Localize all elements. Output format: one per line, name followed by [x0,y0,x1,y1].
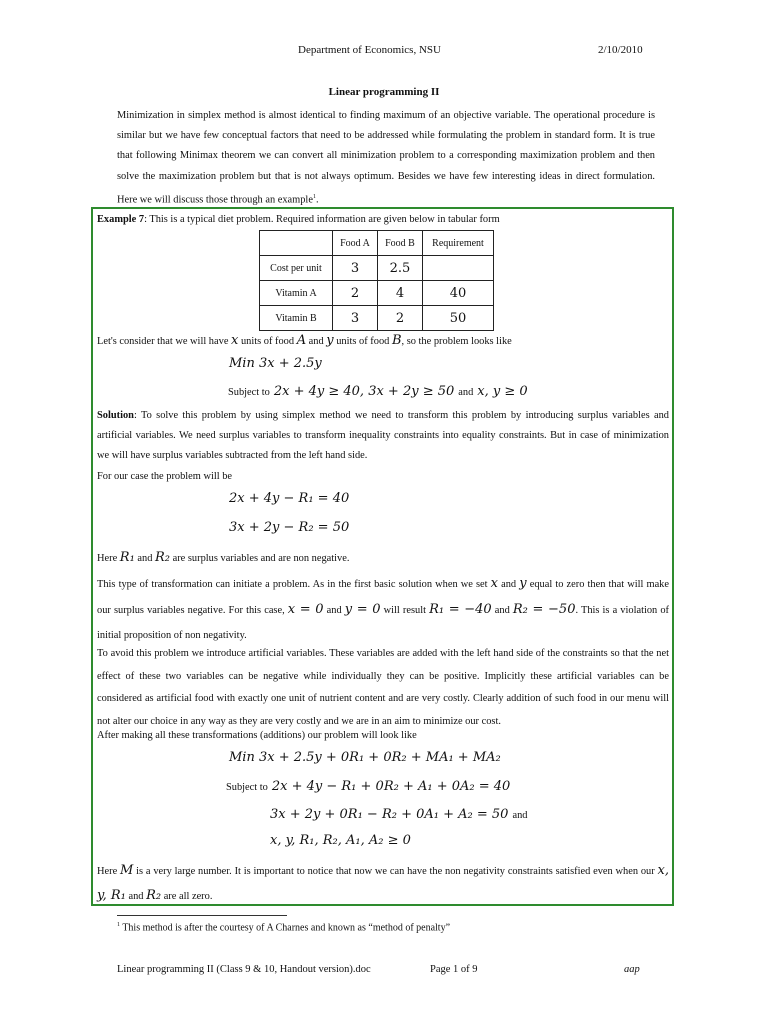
artificial-constraint-1 [226,777,510,798]
solution-label: Solution [97,410,134,421]
text-run: are all zero. [161,891,213,902]
table-cell [423,256,494,281]
avoid-paragraph: To avoid this problem we introduce artificial variables. These variables are added with the left hand side of the constraints so that the net effect of these two variables can be negative while individually they can be positive. Implicitly these artificial variables can be considered as artificial food with exactly one unit of nutrient content and are very costly. Clearly addition of such food in our menu will not alter our choice in any way as they are very costly and we are in an aim to minimize our cost. [97,648,669,727]
math-var: R₂ [155,550,170,565]
footnote-mark: 1 [117,922,120,928]
text-run: equal to zero then that will make our surplus variables negative. For this case, [97,579,669,616]
footer-page-number: Page 1 of 9 [430,964,478,975]
header-department: Department of Economics, NSU [298,44,441,56]
nonneg-equation: x, y ≥ 0 [477,384,528,399]
intro-period: . [315,194,319,206]
math-expression: R₂ = −50 [512,602,576,617]
surplus-equation-2: 3x + 2y − R₂ = 50 [229,520,350,535]
page-title: Linear programming II [328,86,440,98]
footnote-separator [117,915,287,916]
text-run: units of food [238,336,297,347]
and-label: and [458,387,474,398]
math-expression: y = 0 [344,602,381,617]
table-header-cell: Food B [378,231,423,256]
footnote [117,922,450,933]
table-cell: Vitamin A [260,281,333,306]
table-cell: 2 [333,281,378,306]
math-expression: x = 0 [287,602,324,617]
constraint-equation: 3x + 2y + 0R₁ − R₂ + 0A₁ + A₂ = 50 [270,807,509,822]
text-run: This type of transformation can initiate a problem. As in the first basic solution when we set [97,579,491,590]
table-cell: 2.5 [378,256,423,281]
math-expression: x, y, R₁ [97,863,669,903]
math-var: x [490,576,499,591]
footer-document-name: Linear programming II (Class 9 & 10, Handout version).doc [117,964,371,975]
example-text: : This is a typical diet problem. Required information are given below in tabular form [144,214,500,225]
artificial-constraint-2 [270,805,527,826]
math-expression: R₁ = −40 [429,602,492,617]
text-run: will result [380,605,430,616]
text-run: Here [97,866,121,877]
table-row [260,281,494,306]
here-r-text [97,548,349,569]
table-cell: 50 [423,306,494,331]
table-cell: Vitamin B [260,306,333,331]
table-cell: 3 [333,256,378,281]
text-run: is a very large number. It is important to notice that now we can have the non negativity constraints satisfied even when our [133,866,658,877]
nonneg-equation-artificial: x, y, R₁, R₂, A₁, A₂ ≥ 0 [270,833,411,848]
table-header-row [260,231,494,256]
transformation-paragraph [97,571,669,648]
math-var: B [391,333,402,348]
subject-to-label: Subject to [228,387,270,398]
footnote-reference: 1 [312,193,316,200]
footnote-text: This method is after the courtesy of A Charnes and known as “method of penalty” [120,922,451,934]
math-var: R₂ [146,888,162,903]
surplus-equation-1: 2x + 4y − R₁ = 40 [229,491,350,506]
table-cell: 40 [423,281,494,306]
intro-paragraph [117,106,655,210]
table-cell: Cost per unit [260,256,333,281]
solution-text: : To solve this problem by using simplex method we need to transform this problem by introducing surplus variables and artificial variables. We need surplus variables to transform inequality constraints into equality constraints. But in case of minimization we will have surplus variables subtracted from the left hand side. [97,410,669,461]
and-label: and [512,810,528,821]
after-text: After making all these transformations (additions) our problem will look like [97,730,417,741]
math-var: y [519,576,527,591]
header-date: 2/10/2010 [598,44,643,56]
table-cell: 4 [378,281,423,306]
text-run: Let's consider that we will have [97,336,232,347]
table-row [260,256,494,281]
solution-paragraph [97,406,669,466]
math-var: M [120,863,134,878]
text-run: and [323,605,345,616]
text-run: and [306,336,327,347]
diet-table [259,230,494,331]
lets-consider-text [97,331,512,352]
subject-to-label: Subject to [226,782,268,793]
math-var: y [326,333,334,348]
text-run: are surplus variables and are non negative. [170,553,350,564]
text-run: and [498,579,520,590]
objective-equation: Min 3x + 2.5y [229,356,322,371]
objective-equation-artificial: Min 3x + 2.5y + 0R₁ + 0R₂ + MA₁ + MA₂ [229,750,501,765]
table-header-cell: Requirement [423,231,494,256]
math-var: x [231,333,239,348]
text-run: and [125,891,147,902]
table-header-cell: Food A [333,231,378,256]
here-m-paragraph [97,859,669,909]
footer-initials: aap [624,964,640,975]
text-run: units of food [333,336,392,347]
table-cell: 2 [378,306,423,331]
example-heading [97,210,500,230]
constraint-equation: 2x + 4y − R₁ + 0R₂ + A₁ + 0A₂ = 40 [271,779,511,794]
text-run: . This is a violation of initial proposition of non negativity. [97,605,669,641]
text-run: and [134,553,155,564]
table-row [260,306,494,331]
text-run: and [491,605,513,616]
table-cell: 3 [333,306,378,331]
text-run: Here [97,553,120,564]
constraint-equation: 2x + 4y ≥ 40, 3x + 2y ≥ 50 [273,384,455,399]
table-header-cell [260,231,333,256]
constraints-line [228,382,528,403]
math-var: A [296,333,307,348]
text-run: , so the problem looks like [401,336,512,347]
intro-text: Minimization in simplex method is almost identical to finding maximum of an objective variable. The operational procedure is similar but we have few conceptual factors that need to be addressed while formulating the problem in standard form. It is true that following Minimax theorem we can convert all minimization problem to a corresponding maximization problem and then solve the maximization problem but that is not always optimum. Besides we have few interesting ideas in direct formulation. Here we will discuss those through an example [117,110,655,206]
for-our-case-text: For our case the problem will be [97,471,233,482]
math-var: R₁ [119,550,135,565]
example-label: Example 7 [97,214,145,225]
